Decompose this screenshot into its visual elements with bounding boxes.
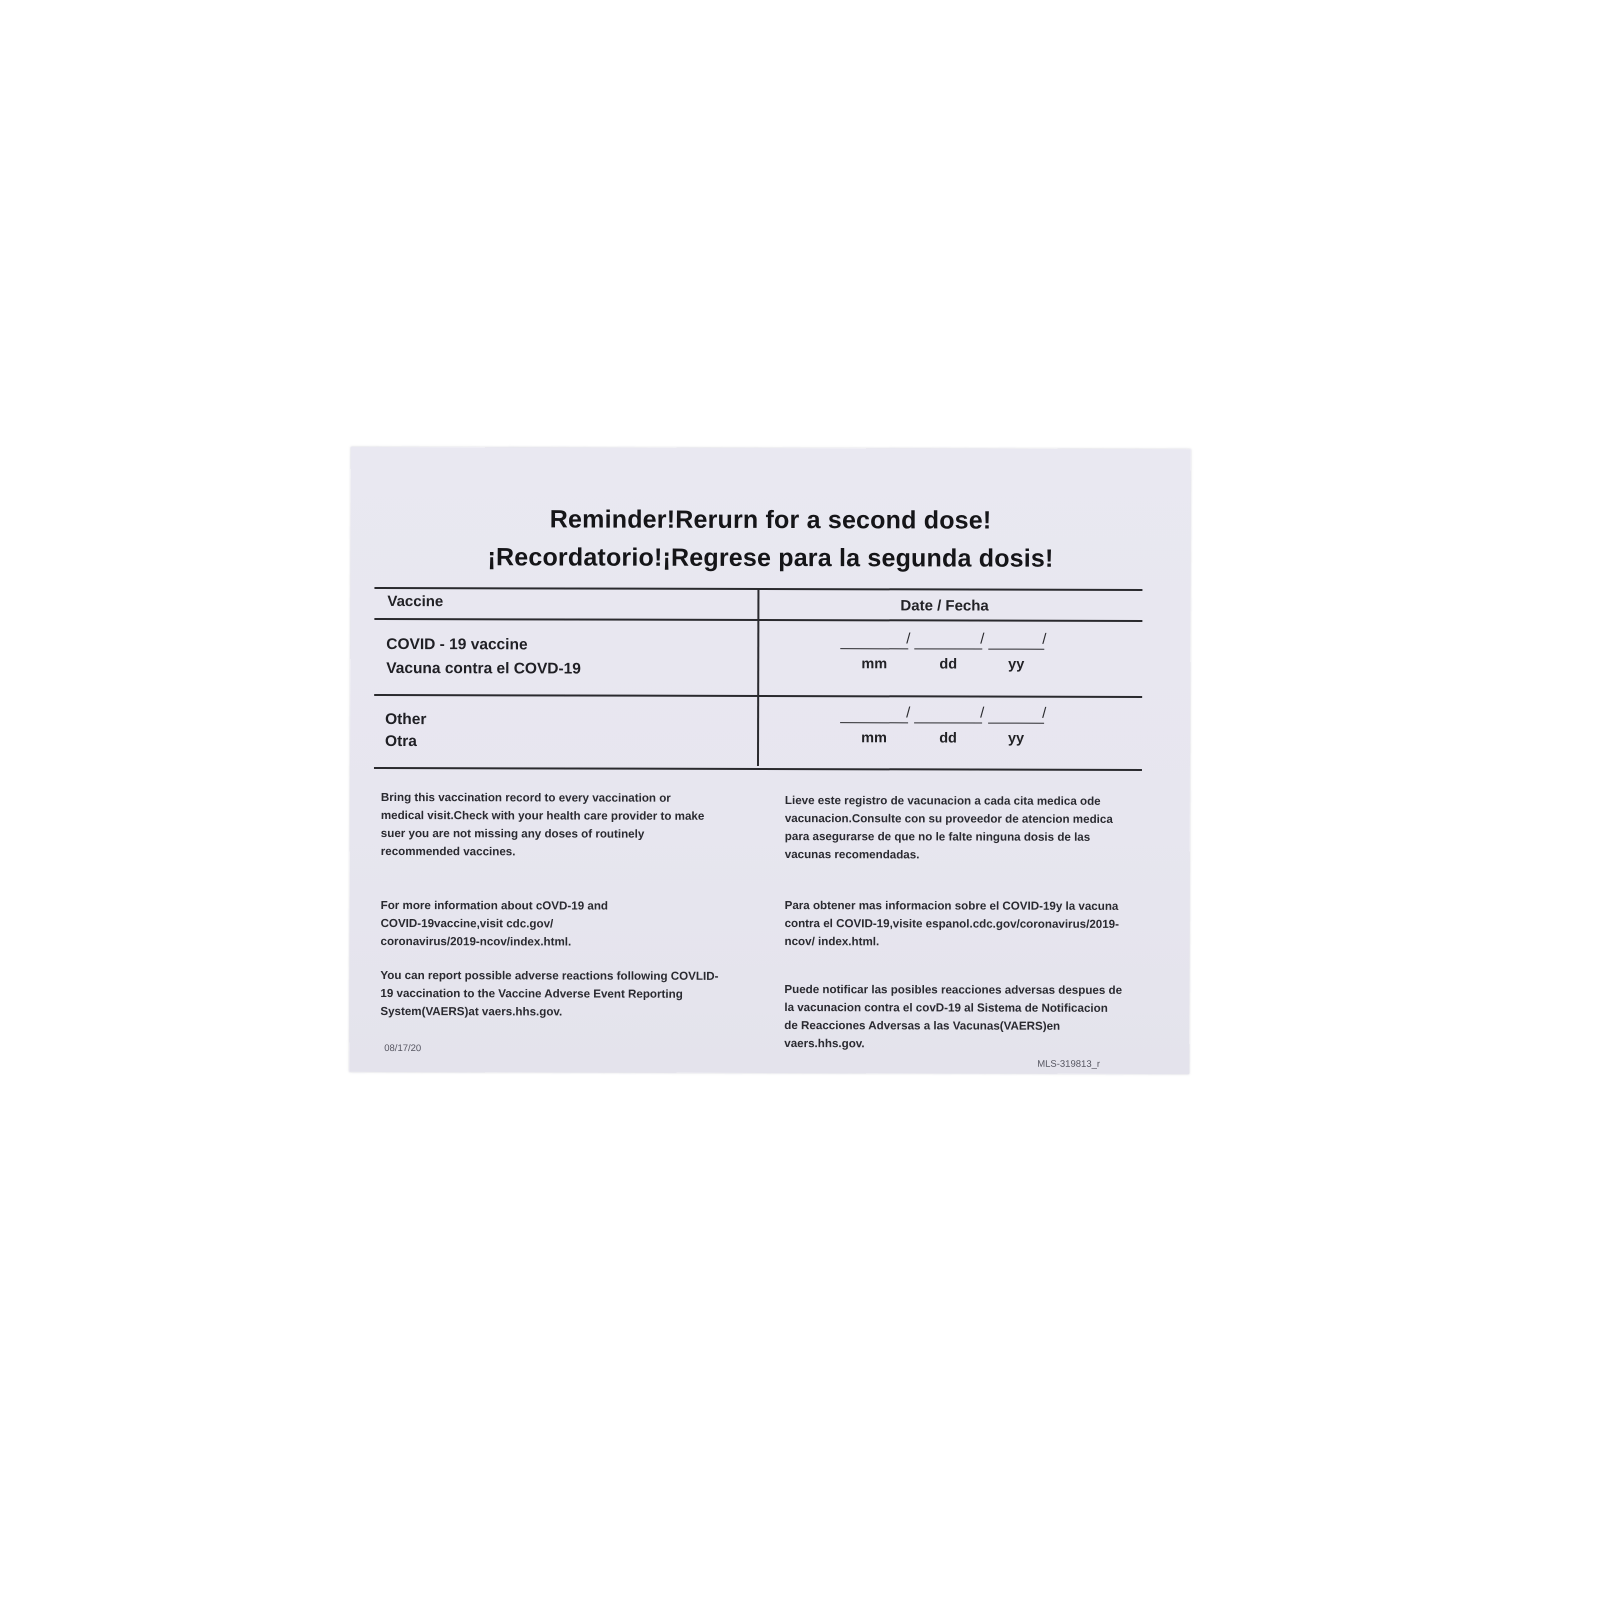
title-english: Reminder!Rerurn for a second dose!: [549, 505, 992, 535]
vaccine-name-english: COVID - 19 vaccine: [386, 635, 528, 654]
column-header-date: Date / Fecha: [900, 597, 989, 615]
paragraph-mas-informacion: Para obtener mas informacion sobre el COVID-19y la vacuna contra el COVID-19,visite espanol.cdc.gov/coronavirus/2019-ncov/ index.html.: [784, 899, 1120, 949]
table-row: [386, 633, 581, 682]
day-label: dd: [939, 730, 957, 747]
date-slash: /: [906, 630, 911, 648]
paragraph-more-info: For more information about cOVD-19 and COVID-19vaccine,visit cdc.gov/ coronavirus/2019-ncov/index.html.: [380, 898, 609, 949]
other-english: Other: [385, 710, 427, 729]
paragraph-lleve-registro: Lieve este registro de vacunacion a cada cita medica ode vacunacion.Consulte con su proveedor de atencion medica para asegurarse de que no le falte ninguna dosis de las vacunas recomendadas.: [784, 794, 1113, 862]
vaccine-name-spanish: Vacuna contra el COVD-19: [386, 659, 581, 678]
date-field-row-2[interactable]: [840, 704, 1060, 757]
vaccination-reminder-card: [349, 447, 1191, 1074]
paragraph-bring-record: Bring this vaccination record to every vaccination or medical visit.Check with your health care provider to make suer you are not missing any doses of routinely recommended vaccines.: [380, 790, 705, 859]
month-label: mm: [861, 656, 888, 673]
table-bottom-rule: [374, 767, 1142, 771]
month-blank[interactable]: [840, 636, 908, 649]
column-header-vaccine: Vaccine: [387, 592, 444, 611]
date-slash: /: [980, 630, 985, 648]
date-slash: /: [980, 704, 985, 722]
date-field-row-1[interactable]: [840, 630, 1060, 683]
year-blank[interactable]: [988, 711, 1044, 724]
table-column-divider: [757, 588, 759, 766]
date-slash: /: [1042, 630, 1047, 648]
paragraph-notificar: Puede notificar las posibles reacciones adversas despues de la vacunacion contra el covD-19 al Sistema de Notificacion de Reacciones Adversas a las Vacunas(VAERS)en vaers.hhs.gov.: [784, 983, 1123, 1051]
date-slash: /: [1042, 704, 1047, 722]
table-row: [385, 709, 426, 753]
day-blank[interactable]: [914, 710, 982, 723]
year-blank[interactable]: [988, 637, 1044, 650]
month-blank[interactable]: [840, 710, 908, 723]
day-label: dd: [939, 656, 958, 673]
day-blank[interactable]: [914, 636, 982, 649]
year-label: yy: [1008, 656, 1025, 673]
title-spanish: ¡Recordatorio!¡Regrese para la segunda dosis!: [487, 543, 1054, 573]
date-slash: /: [906, 704, 911, 722]
month-label: mm: [861, 730, 887, 747]
date-code: 08/17/20: [384, 1042, 422, 1055]
paragraph-report-reactions: You can report possible adverse reactions following COVLID-19 vaccination to the Vaccine Adverse Event Reporting System(VAERS)at vaers.hhs.gov.: [380, 968, 719, 1019]
other-spanish: Otra: [385, 732, 417, 751]
form-code: MLS-319813_r: [1037, 1058, 1101, 1070]
year-label: yy: [1007, 730, 1025, 747]
